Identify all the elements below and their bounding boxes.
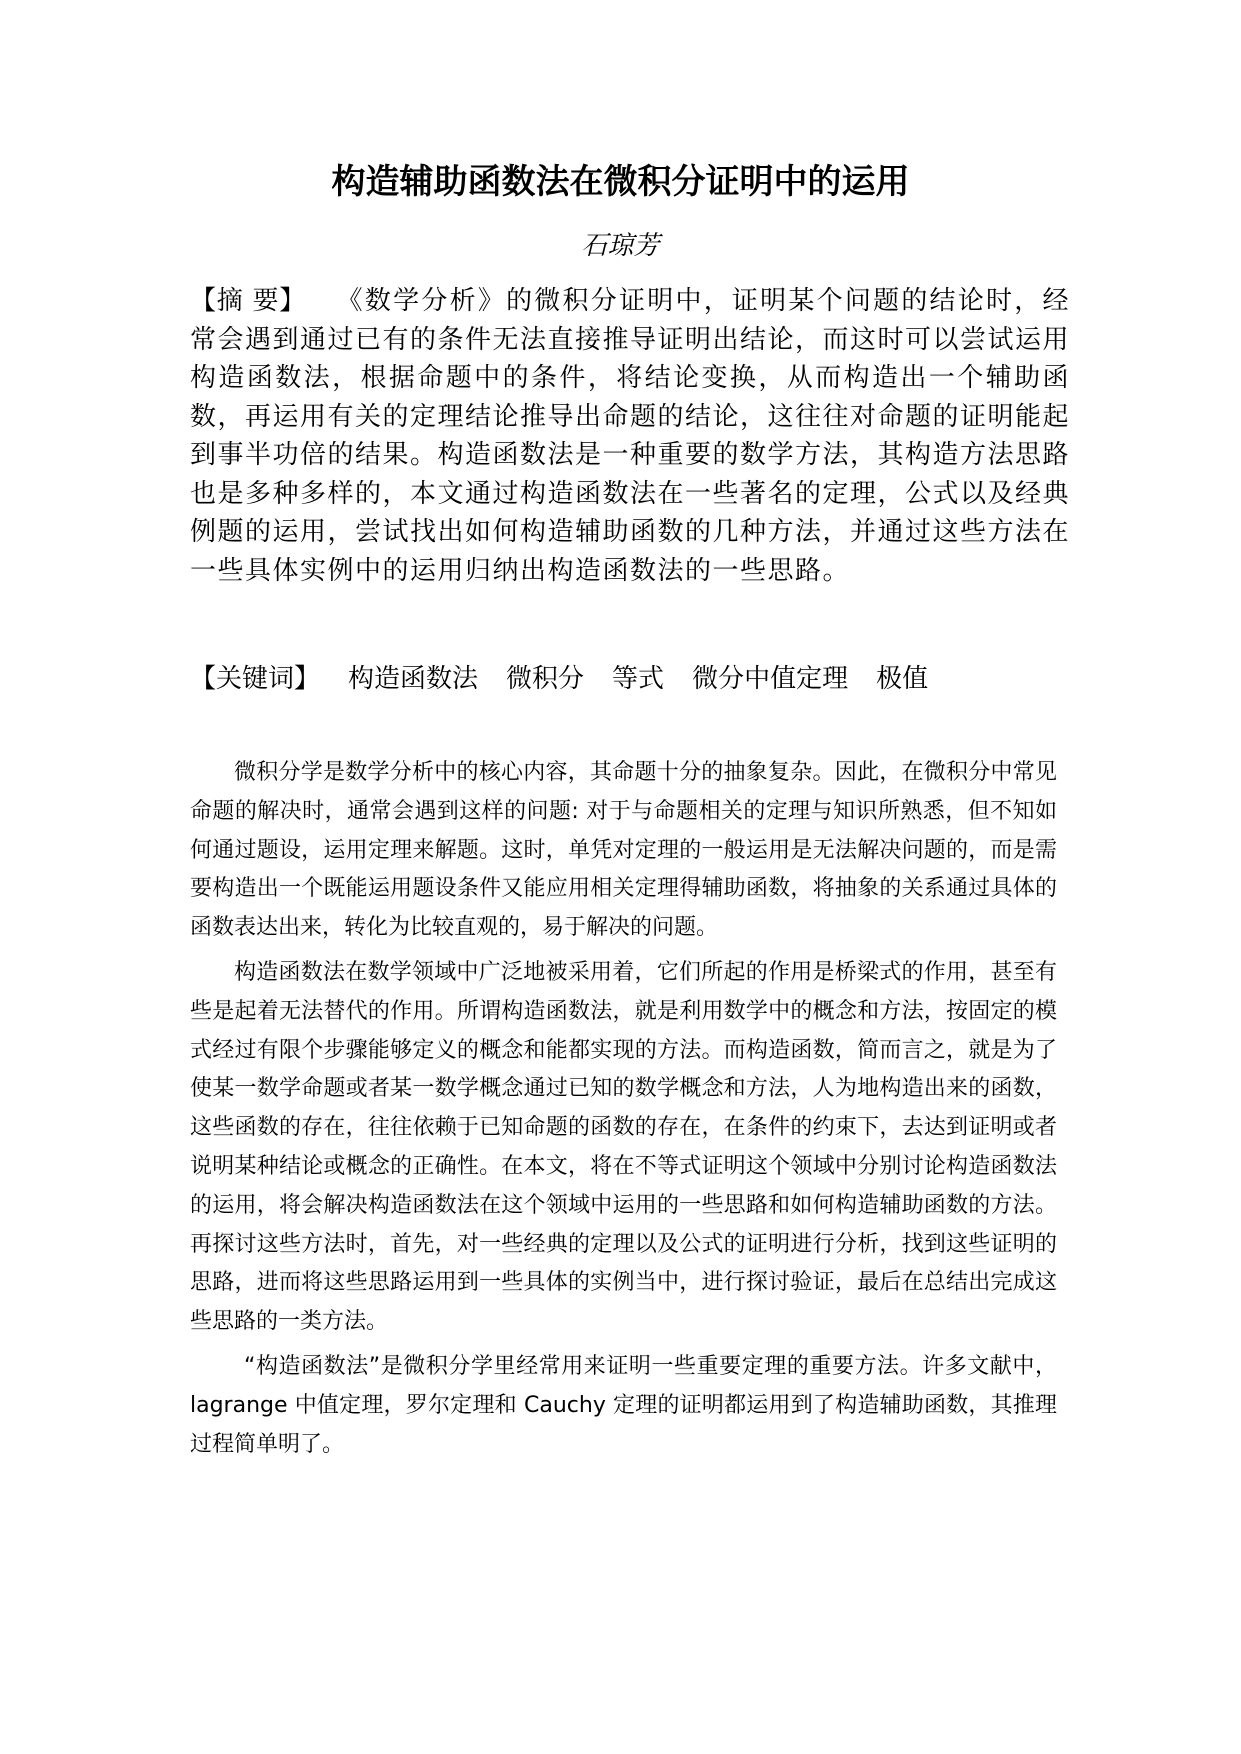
keyword-item: 极值 bbox=[876, 664, 929, 694]
body-paragraph: 构造函数法在数学领域中广泛地被采用着，它们所起的作用是桥梁式的作用，甚至有些是起着无法替代的作用。所谓构造函数法，就是利用数学中的概念和方法，按固定的模式经过有限个步骤能够定义的概念和能都实现的方法。而构造函数，简而言之，就是为了使某一数学命题或者某一数学概念通过已知的数学概念和方法，人为地构造出来的函数，这些函数的存在，往往依赖于已知命题的函数的存在，在条件的约束下，去达到证明或者说明某种结论或概念的正确性。在本文，将在不等式证明这个领域中分别讨论构造函数法的运用，将会解决构造函数法在这个领域中运用的一些思路和如何构造辅助函数的方法。再探讨这些方法时，首先，对一些经典的定理以及公式的证明进行分析，找到这些证明的思路，进而将这些思路运用到一些具体的实例当中，进行探讨验证，最后在总结出完成这些思路的一类方法。 bbox=[190, 959, 1057, 1335]
keywords bbox=[190, 660, 1070, 698]
keywords-label: 【关键词】 bbox=[190, 664, 321, 694]
abstract-label: 【摘 要】 bbox=[190, 286, 306, 316]
keyword-item: 微积分 bbox=[506, 664, 585, 694]
keyword-item: 构造函数法 bbox=[348, 664, 479, 694]
abstract-text: 《数学分析》的微积分证明中，证明某个问题的结论时，经常会遇到通过已有的条件无法直接推导证明出结论，而这时可以尝试运用构造函数法，根据命题中的条件，将结论变换，从而构造出一个辅助函数，再运用有关的定理结论推导出命题的结论，这往往对命题的证明能起到事半功倍的结果。构造函数法是一种重要的数学方法，其构造方法思路也是多种多样的，本文通过构造函数法在一些著名的定理，公式以及经典例题的运用，尝试找出如何构造辅助函数的几种方法，并通过这些方法在一些具体实例中的运用归纳出构造函数法的一些思路。 bbox=[190, 286, 1071, 586]
keyword-item: 等式 bbox=[612, 664, 665, 694]
body-text bbox=[190, 754, 1057, 1470]
body-paragraph: “构造函数法”是微积分学里经常用来证明一些重要定理的重要方法。许多文献中，lagrange 中值定理，罗尔定理和 Cauchy 定理的证明都运用到了构造辅助函数，其推理过程简单明了。 bbox=[190, 1353, 1057, 1457]
abstract bbox=[190, 282, 1070, 590]
document-author: 石琼芳 bbox=[581, 231, 660, 261]
body-paragraph: 微积分学是数学分析中的核心内容，其命题十分的抽象复杂。因此，在微积分中常见命题的解决时，通常会遇到这样的问题: 对于与命题相关的定理与知识所熟悉，但不知如何通过题设，运用定理来解题。这时，单凭对定理的一般运用是无法解决问题的，而是需要构造出一个既能运用题设条件又能应用相关定理得辅助函数，将抽象的关系通过具体的函数表达出来，转化为比较直观的，易于解决的问题。 bbox=[190, 760, 1057, 941]
document-title: 构造辅助函数法在微积分证明中的运用 bbox=[331, 162, 910, 202]
keyword-item: 微分中值定理 bbox=[692, 664, 849, 694]
